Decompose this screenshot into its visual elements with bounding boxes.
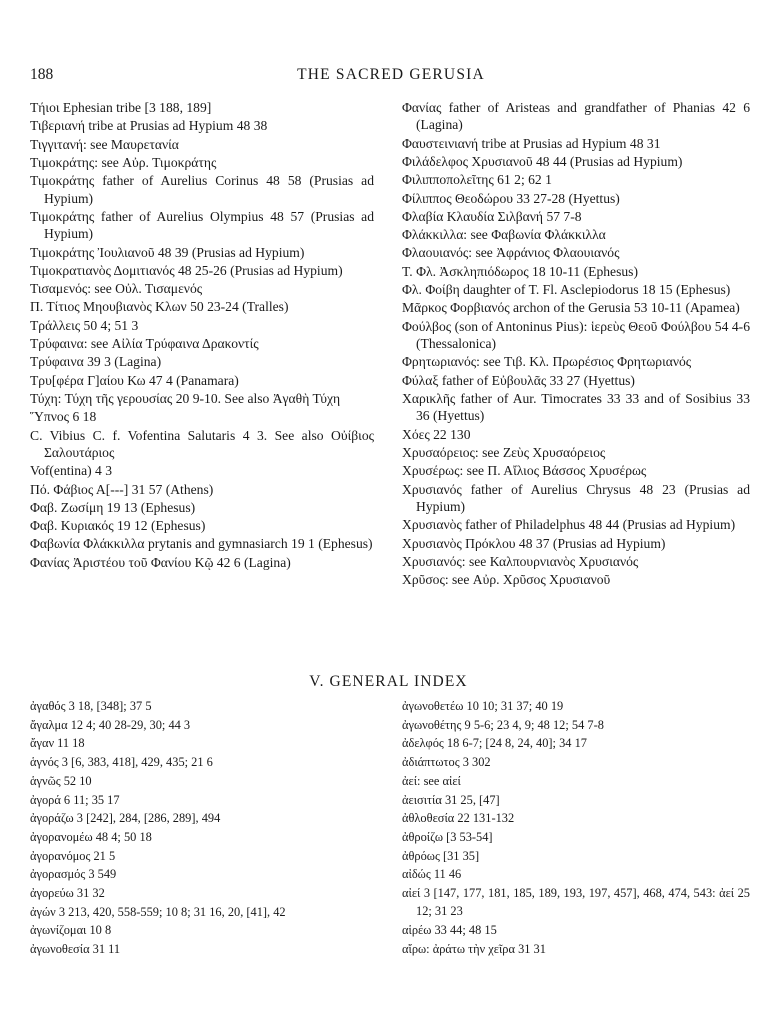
index-entry: Χρυσέρως: see Π. Αἴλιος Βάσσος Χρυσέρως xyxy=(402,463,647,479)
index-entry: Ὕπνος 6 18 xyxy=(30,409,97,425)
index-entry: ἀθρόως [31 35] xyxy=(402,848,480,863)
index-entry: ἀεί: see αἰεί xyxy=(402,773,461,788)
index-entry: Χρυσιανός father of Aurelius Chrysus 48 23 (Prusias ad Hypium) xyxy=(402,481,750,514)
index-entry: Τιμοκράτης Ἰουλιανοῦ 48 39 (Prusias ad Hypium) xyxy=(30,244,305,260)
lower-left-column xyxy=(30,697,374,959)
index-entry: Φλαουιανός: see Ἀφράνιος Φλαουιανός xyxy=(402,245,620,261)
index-entry: Χαρικλῆς father of Aur. Timocrates 33 33 and of Sosibius 33 36 (Hyettus) xyxy=(402,390,750,424)
index-entry: Τισαμενός: see Οὐλ. Τισαμενός xyxy=(30,281,203,297)
section-heading: V. GENERAL INDEX xyxy=(309,673,468,690)
index-entry: ἁγνός 3 [6, 383, 418], 429, 435; 21 6 xyxy=(30,755,213,770)
running-title: THE SACRED GERUSIA xyxy=(297,66,485,83)
index-entry: Φαβωνία Φλάκκιλλα prytanis and gymnasiarch 19 1 (Ephesus) xyxy=(30,536,373,552)
index-entry: Χρυσιανὸς Πρόκλου 48 37 (Prusias ad Hypium) xyxy=(402,535,666,551)
index-entry: Τιμοκράτης father of Aurelius Olympius 48 57 (Prusias ad Hypium) xyxy=(30,208,374,242)
index-entry: Φαβ. Ζωσίμη 19 13 (Ephesus) xyxy=(30,499,196,515)
index-entry: Φύλαξ father of Εὐβουλᾶς 33 27 (Hyettus) xyxy=(402,372,635,388)
index-entry: Φανίας Ἀριστέου τοῦ Φανίου Κῷ 42 6 (Lagina) xyxy=(30,554,291,570)
index-entry: ἀγορά 6 11; 35 17 xyxy=(30,792,120,807)
index-entry: Τρυ[φέρα Γ]αίου Κω 47 4 (Panamara) xyxy=(30,372,239,388)
index-entry: Φανίας father of Aristeas and grandfather of Phanias 42 6 (Lagina) xyxy=(402,100,750,133)
index-entry: ἀγορεύω 31 32 xyxy=(30,886,105,901)
index-entry: αἰδώς 11 46 xyxy=(402,867,462,882)
index-entry: Τιγγιτανή: see Μαυρετανία xyxy=(30,136,179,152)
index-entry: Τιμοκράτης father of Aurelius Corinus 48 58 (Prusias ad Hypium) xyxy=(30,173,374,206)
index-entry: ἀθλοθεσία 22 131-132 xyxy=(402,811,515,826)
index-entry: Φαυστεινιανή tribe at Prusias ad Hypium 48 31 xyxy=(402,135,661,151)
index-entry: Φιλάδελφος Χρυσιανοῦ 48 44 (Prusias ad Hypium) xyxy=(402,154,683,169)
index-entry: ἀγωνοθετέω 10 10; 31 37; 40 19 xyxy=(402,699,564,713)
index-entry: ἀγοράζω 3 [242], 284, [286, 289], 494 xyxy=(30,811,221,826)
index-entry: Φρητωριανός: see Τιβ. Κλ. Πρωρέσιος Φρητωριανός xyxy=(402,354,692,370)
index-entry: ἄγαν 11 18 xyxy=(30,736,85,751)
index-entry: ἄγαλμα 12 4; 40 28-29, 30; 44 3 xyxy=(30,717,191,732)
index-entry: C. Vibius C. f. Vofentina Salutaris 4 3. See also Οὐίβιος Σαλουτάριος xyxy=(30,427,374,460)
index-entry: ἀγωνοθεσία 31 11 xyxy=(30,942,121,957)
index-entry: ἁγνῶς 52 10 xyxy=(30,773,92,788)
index-entry: Χρυσαόρειος: see Ζεὺς Χρυσαόρειος xyxy=(402,444,606,460)
index-entry: ἀδιάπτωτος 3 302 xyxy=(402,755,491,770)
upper-left-column xyxy=(30,99,374,572)
index-entry: Τρύφαινα 39 3 (Lagina) xyxy=(30,354,162,370)
index-entry: ἀδελφός 18 6-7; [24 8, 24, 40]; 34 17 xyxy=(402,736,587,751)
page-number: 188 xyxy=(30,66,54,83)
index-entry: αἴρω: ἀράτω τὴν χεῖρα 31 31 xyxy=(402,941,546,956)
index-entry: ἀγορασμός 3 549 xyxy=(30,867,117,882)
index-entry: ἀεισιτία 31 25, [47] xyxy=(402,792,500,807)
running-head xyxy=(30,66,752,88)
index-entry: Χρυσιανός: see Καλπουρνιανὸς Χρυσιανός xyxy=(402,553,639,569)
index-entry: αἰεί 3 [147, 177, 181, 185, 189, 193, 197, 457], 468, 474, 543: ἀεί 25 12; 31 23 xyxy=(402,886,750,919)
index-entry: Μᾶρκος Φορβιανός archon of the Gerusia 53 10-11 (Apamea) xyxy=(402,300,740,316)
index-entry: ἀθροίζω [3 53-54] xyxy=(402,829,493,844)
index-entry: Τιμοκρατιανὸς Δομιτιανός 48 25-26 (Prusias ad Hypium) xyxy=(30,262,343,278)
index-entry: Φλ. Φοίβη daughter of T. Fl. Asclepiodorus 18 15 (Ephesus) xyxy=(402,282,731,298)
index-entry: ἀγωνίζομαι 10 8 xyxy=(30,923,112,938)
index-entry: Χρῦσος: see Αὐρ. Χρῦσος Χρυσιανοῦ xyxy=(402,572,611,588)
index-entry: ἀγορανομέω 48 4; 50 18 xyxy=(30,829,152,844)
index-entry: Χόες 22 130 xyxy=(402,426,471,442)
index-entry: Τρύφαινα: see Αἰλία Τρύφαινα Δρακοντίς xyxy=(30,336,259,352)
index-entry: Τύχη: Τύχη τῆς γερουσίας 20 9-10. See also Ἀγαθὴ Τύχη xyxy=(30,390,341,406)
index-entry: Φαβ. Κυριακός 19 12 (Ephesus) xyxy=(30,518,206,534)
index-entry: Χρυσιανὸς father of Philadelphus 48 44 (Prusias ad Hypium) xyxy=(402,517,736,533)
index-entry: Τράλλεις 50 4; 51 3 xyxy=(30,317,139,333)
index-entry: ἀγαθός 3 18, [348]; 37 5 xyxy=(30,699,152,713)
index-entry: Φούλβος (son of Antoninus Pius): ἱερεὺς Θεοῦ Φούλβου 54 4-6 (Thessalonica) xyxy=(402,318,750,352)
index-entry: Τιμοκράτης: see Αὐρ. Τιμοκράτης xyxy=(30,154,217,170)
upper-right-column xyxy=(402,99,750,589)
index-entry: ἀγωνοθέτης 9 5-6; 23 4, 9; 48 12; 54 7-8 xyxy=(402,717,604,732)
index-entry: αἱρέω 33 44; 48 15 xyxy=(402,922,497,937)
index-entry: Vof(entina) 4 3 xyxy=(30,463,113,479)
lower-right-column xyxy=(402,697,750,958)
index-entry: ἀγών 3 213, 420, 558-559; 10 8; 31 16, 20, [41], 42 xyxy=(30,904,286,919)
index-entry: Φιλιπποπολεῖτης 61 2; 62 1 xyxy=(402,172,552,188)
index-entry: Φίλιππος Θεοδώρου 33 27-28 (Hyettus) xyxy=(402,190,620,206)
index-entry: ἀγορανόμος 21 5 xyxy=(30,848,116,863)
index-entry: Τήιοι Ephesian tribe [3 188, 189] xyxy=(30,100,212,115)
index-entry: Πό. Φάβιος Α[---] 31 57 (Athens) xyxy=(30,481,214,497)
index-entry: Τιβεριανή tribe at Prusias ad Hypium 48 38 xyxy=(30,118,268,134)
index-entry: Φλαβία Κλαυδία Σιλβανή 57 7-8 xyxy=(402,208,582,224)
index-entry: Τ. Φλ. Ἀσκληπιόδωρος 18 10-11 (Ephesus) xyxy=(402,263,638,279)
index-entry: Π. Τίτιος Μηουβιανὸς Κλων 50 23-24 (Tralles) xyxy=(30,299,289,315)
index-entry: Φλάκκιλλα: see Φαβωνία Φλάκκιλλα xyxy=(402,227,606,243)
